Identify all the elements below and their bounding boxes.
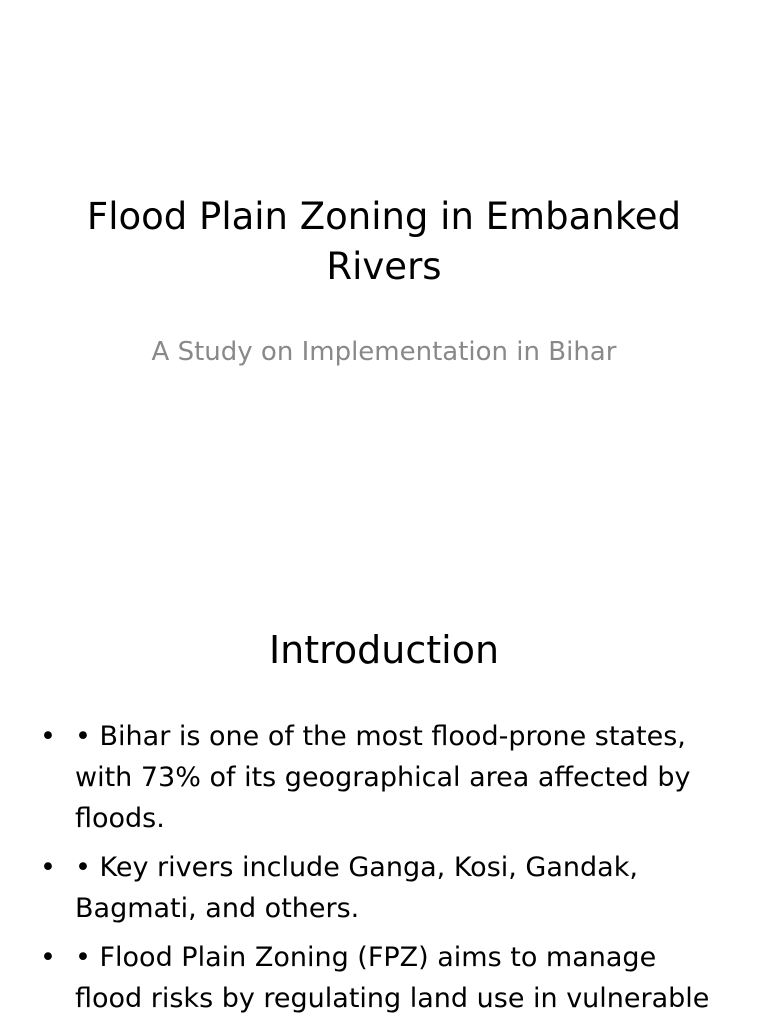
slide-subtitle: A Study on Implementation in Bihar: [151, 337, 617, 367]
list-item: [40, 716, 730, 839]
slide-title: Flood Plain Zoning in Embanked Rivers: [86, 195, 682, 288]
bullet-list: [40, 716, 730, 1024]
bullet-icon: •: [40, 721, 56, 752]
list-item: [40, 937, 730, 1019]
introduction-slide: [0, 576, 768, 1024]
bullet-icon: •: [40, 942, 56, 973]
section-heading: Introduction: [268, 628, 500, 672]
bullet-icon: •: [40, 852, 56, 883]
list-item-text: • Bihar is one of the most flood-prone states, with 73% of its geographical area affected by floods.: [75, 721, 691, 834]
list-item-text: • Key rivers include Ganga, Kosi, Gandak, Bagmati, and others.: [75, 852, 638, 924]
list-item: [40, 847, 730, 929]
list-item-text: • Flood Plain Zoning (FPZ) aims to manage flood risks by regulating land use in vulnerable: [75, 942, 710, 1014]
